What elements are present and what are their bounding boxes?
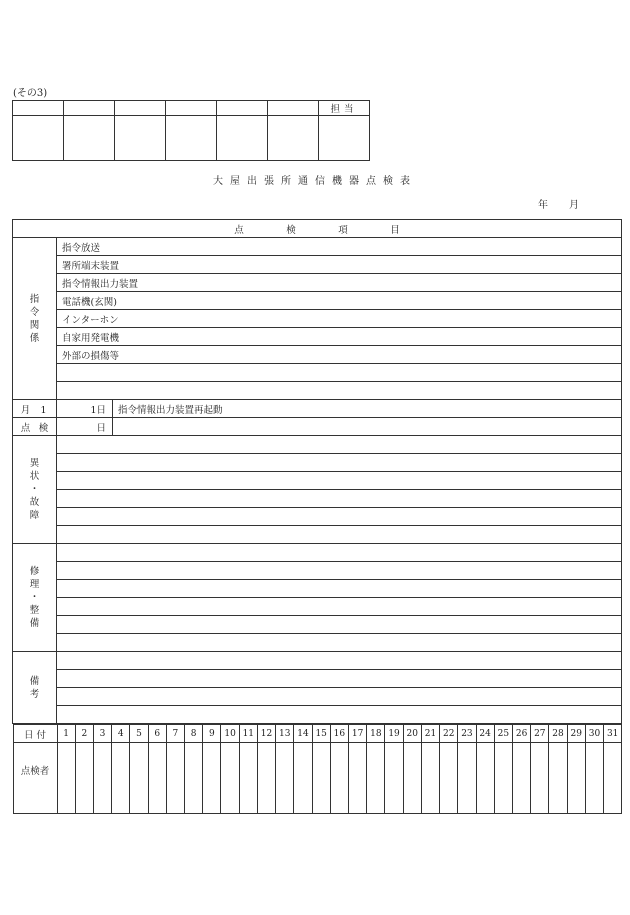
section-label-char: 障 <box>29 510 40 521</box>
remarks-entry[interactable] <box>57 652 622 670</box>
day-number: 11 <box>239 725 257 743</box>
inspection-table <box>12 219 622 814</box>
monthly-task[interactable] <box>113 418 622 436</box>
inspector-sign-cell[interactable] <box>512 743 530 814</box>
monthly-label-char: 月 <box>20 404 31 416</box>
inspector-sign-cell[interactable] <box>75 743 93 814</box>
inspector-sign-cell[interactable] <box>531 743 549 814</box>
monthly-task[interactable]: 指令情報出力装置再起動 <box>113 400 622 418</box>
document-title: 大屋出張所通信機器点検表 <box>213 176 417 187</box>
inspector-sign-cell[interactable] <box>294 743 312 814</box>
repair-entry[interactable] <box>57 562 622 580</box>
abnormal-entry[interactable] <box>57 436 622 454</box>
inspector-sign-cell[interactable] <box>385 743 403 814</box>
approval-header-cell <box>115 101 166 116</box>
inspector-sign-cell[interactable] <box>349 743 367 814</box>
abnormal-row <box>13 526 622 544</box>
command-item[interactable]: 指令情報出力装置 <box>57 274 622 292</box>
section-label-char: 修 <box>29 566 40 577</box>
inspector-sign-cell[interactable] <box>604 743 622 814</box>
day-number: 12 <box>257 725 275 743</box>
month-label: 月 <box>569 200 579 211</box>
approval-stamp-cell[interactable] <box>115 116 166 161</box>
command-row <box>13 292 622 310</box>
section-label-char: 指 <box>29 293 40 305</box>
inspector-sign-cell[interactable] <box>221 743 239 814</box>
day-number: 2 <box>75 725 93 743</box>
inspector-sign-cell[interactable] <box>585 743 603 814</box>
header-row <box>13 220 622 238</box>
monthly-label-cell <box>13 400 57 418</box>
abnormal-row <box>13 436 622 454</box>
approval-header-cell <box>13 101 64 116</box>
monthly-day[interactable]: 日 <box>57 418 113 436</box>
monthly-label-char: 点 <box>20 422 31 434</box>
abnormal-entry[interactable] <box>57 508 622 526</box>
section-label-char: 係 <box>29 332 40 344</box>
inspector-row <box>13 743 622 814</box>
abnormal-entry[interactable] <box>57 472 622 490</box>
abnormal-entry[interactable] <box>57 454 622 472</box>
day-number: 7 <box>166 725 184 743</box>
repair-row <box>13 544 622 562</box>
repair-entry[interactable] <box>57 616 622 634</box>
command-row <box>13 382 622 400</box>
inspector-sign-cell[interactable] <box>239 743 257 814</box>
inspector-sign-cell[interactable] <box>312 743 330 814</box>
section-label-char: 状 <box>29 471 40 482</box>
day-number: 14 <box>294 725 312 743</box>
inspector-sign-cell[interactable] <box>130 743 148 814</box>
day-number: 28 <box>549 725 567 743</box>
day-number: 25 <box>494 725 512 743</box>
approval-header-cell <box>166 101 217 116</box>
remarks-entry[interactable] <box>57 670 622 688</box>
date-grid-wrapper <box>13 724 622 815</box>
command-item[interactable]: インターホン <box>57 310 622 328</box>
day-number: 6 <box>148 725 166 743</box>
section-label-char: ・ <box>29 592 40 603</box>
date-grid <box>13 724 623 814</box>
section-label-char: 関 <box>29 319 40 331</box>
command-item[interactable]: 指令放送 <box>57 238 622 256</box>
command-item[interactable]: 電話機(玄関) <box>57 292 622 310</box>
repair-row <box>13 562 622 580</box>
inspector-sign-cell[interactable] <box>203 743 221 814</box>
remarks-row <box>13 706 622 724</box>
command-row <box>13 328 622 346</box>
repair-row <box>13 634 622 652</box>
date-label: 日 付 <box>13 725 57 743</box>
header-char: 点 <box>234 224 244 236</box>
day-number: 15 <box>312 725 330 743</box>
abnormal-row <box>13 472 622 490</box>
day-number: 30 <box>585 725 603 743</box>
day-number: 29 <box>567 725 585 743</box>
approval-stamp-cell[interactable] <box>166 116 217 161</box>
monthly-label-char: 1 <box>40 404 47 416</box>
command-section-label <box>13 238 57 400</box>
date-row <box>13 725 622 743</box>
inspector-sign-cell[interactable] <box>403 743 421 814</box>
command-row <box>13 346 622 364</box>
abnormal-row <box>13 454 622 472</box>
section-label-char: ・ <box>29 484 40 495</box>
approval-header-cell <box>268 101 319 116</box>
section-label-char: 考 <box>29 688 40 700</box>
remarks-row <box>13 652 622 670</box>
repair-entry[interactable] <box>57 544 622 562</box>
inspector-sign-cell[interactable] <box>185 743 203 814</box>
command-row <box>13 256 622 274</box>
inspector-sign-cell[interactable] <box>440 743 458 814</box>
day-number: 10 <box>221 725 239 743</box>
abnormal-entry[interactable] <box>57 490 622 508</box>
command-row <box>13 364 622 382</box>
day-number: 5 <box>130 725 148 743</box>
inspector-sign-cell[interactable] <box>112 743 130 814</box>
inspector-sign-cell[interactable] <box>276 743 294 814</box>
remarks-entry[interactable] <box>57 706 622 724</box>
day-number: 17 <box>349 725 367 743</box>
command-row <box>13 274 622 292</box>
repair-row <box>13 598 622 616</box>
inspector-sign-cell[interactable] <box>367 743 385 814</box>
approval-stamp-table <box>12 100 370 161</box>
repair-entry[interactable] <box>57 580 622 598</box>
command-item[interactable]: 外部の損傷等 <box>57 346 622 364</box>
inspection-items-header <box>13 220 622 238</box>
command-item[interactable] <box>57 382 622 400</box>
section-label-char: 理 <box>29 579 40 590</box>
day-number: 3 <box>93 725 111 743</box>
repair-row <box>13 616 622 634</box>
command-row <box>13 310 622 328</box>
sheet-number: (その3) <box>13 88 48 99</box>
approval-stamp-cell[interactable] <box>268 116 319 161</box>
repair-section-label <box>13 544 57 652</box>
abnormal-row <box>13 490 622 508</box>
day-number: 22 <box>440 725 458 743</box>
inspector-sign-cell[interactable] <box>458 743 476 814</box>
approval-stamp-cell[interactable] <box>64 116 115 161</box>
approval-header-cell <box>217 101 268 116</box>
date-grid-wrapper-row <box>13 724 622 815</box>
day-number: 21 <box>421 725 439 743</box>
approval-label-tanto: 担当 <box>319 101 370 116</box>
monthly-row <box>13 400 622 418</box>
repair-entry[interactable] <box>57 598 622 616</box>
section-label-char: 備 <box>29 618 40 629</box>
day-number: 31 <box>604 725 622 743</box>
inspector-sign-cell[interactable] <box>93 743 111 814</box>
inspector-sign-cell[interactable] <box>549 743 567 814</box>
inspector-sign-cell[interactable] <box>494 743 512 814</box>
day-number: 4 <box>112 725 130 743</box>
monthly-label-char: 検 <box>38 422 49 434</box>
remarks-row <box>13 688 622 706</box>
inspector-sign-cell[interactable] <box>148 743 166 814</box>
section-label-char: 備 <box>29 675 40 687</box>
day-number: 26 <box>512 725 530 743</box>
inspector-sign-cell[interactable] <box>57 743 75 814</box>
command-item[interactable]: 自家用発電機 <box>57 328 622 346</box>
approval-header-cell <box>64 101 115 116</box>
abnormal-entry[interactable] <box>57 526 622 544</box>
section-label-char: 整 <box>29 605 40 616</box>
day-number: 13 <box>276 725 294 743</box>
day-number: 23 <box>458 725 476 743</box>
monthly-row <box>13 418 622 436</box>
command-item[interactable]: 署所端末装置 <box>57 256 622 274</box>
abnormal-row <box>13 508 622 526</box>
day-number: 16 <box>330 725 348 743</box>
remarks-row <box>13 670 622 688</box>
header-char: 目 <box>390 224 400 236</box>
monthly-label-cell <box>13 418 57 436</box>
day-number: 19 <box>385 725 403 743</box>
day-number: 8 <box>185 725 203 743</box>
header-char: 検 <box>286 224 296 236</box>
approval-stamp-cell[interactable] <box>319 116 370 161</box>
section-label-char: 故 <box>29 497 40 508</box>
repair-row <box>13 580 622 598</box>
header-char: 項 <box>338 224 348 236</box>
inspector-sign-cell[interactable] <box>421 743 439 814</box>
approval-stamp-cell[interactable] <box>13 116 64 161</box>
inspector-label: 点検者 <box>13 743 57 814</box>
inspector-sign-cell[interactable] <box>476 743 494 814</box>
day-number: 20 <box>403 725 421 743</box>
day-number: 18 <box>367 725 385 743</box>
repair-entry[interactable] <box>57 634 622 652</box>
approval-stamp-cell[interactable] <box>217 116 268 161</box>
day-number: 27 <box>531 725 549 743</box>
section-label-char: 異 <box>29 458 40 469</box>
command-row <box>13 238 622 256</box>
remarks-section-label <box>13 652 57 724</box>
monthly-day[interactable]: 1日 <box>57 400 113 418</box>
inspector-sign-cell[interactable] <box>166 743 184 814</box>
command-item[interactable] <box>57 364 622 382</box>
day-number: 24 <box>476 725 494 743</box>
year-label: 年 <box>538 200 548 211</box>
abnormal-section-label <box>13 436 57 544</box>
section-label-char: 令 <box>29 306 40 318</box>
day-number: 1 <box>57 725 75 743</box>
day-number: 9 <box>203 725 221 743</box>
remarks-entry[interactable] <box>57 688 622 706</box>
inspector-sign-cell[interactable] <box>330 743 348 814</box>
inspector-sign-cell[interactable] <box>257 743 275 814</box>
inspector-sign-cell[interactable] <box>567 743 585 814</box>
